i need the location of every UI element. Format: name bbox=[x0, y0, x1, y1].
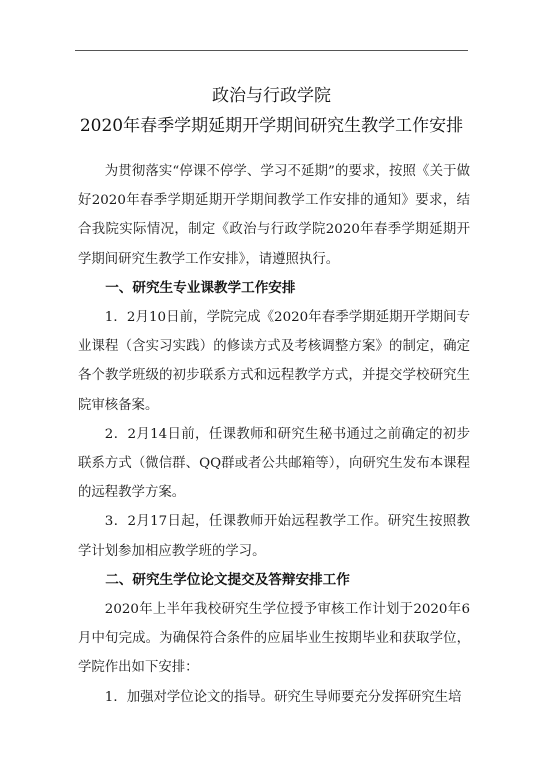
document-title-line2: 2020年春季学期延期开学期间研究生教学工作安排 bbox=[79, 116, 464, 136]
section1-item-3: 3．2月17日起，任课教师开始远程教学工作。研究生按照教学计划参加相应教学班的学习。 bbox=[78, 514, 470, 559]
header-rule bbox=[75, 50, 468, 51]
section2-heading: 二、研究生学位论文提交及答辩安排工作 bbox=[105, 571, 350, 588]
document-body bbox=[78, 157, 470, 712]
section2-intro: 2020年上半年我校研究生学位授予审核工作计划于2020年6月中旬完成。为确保符合条件的应届毕业生按期毕业和获取学位，学院作出如下安排： bbox=[78, 602, 470, 676]
section2-item-1: 1．加强对学位论文的指导。研究生导师要充分发挥研究生培 bbox=[104, 689, 462, 705]
section1-heading: 一、研究生专业课教学工作安排 bbox=[105, 279, 296, 296]
intro-paragraph: 为贯彻落实“停课不停学、学习不延期”的要求，按照《关于做好2020年春季学期延期开学期间教学工作安排的通知》要求，结合我院实际情况，制定《政治与行政学院2020年春季学期延期开学期间研究生教学工作安排》，请遵照执行。 bbox=[78, 164, 470, 267]
section1-item-1: 1．2月10日前，学院完成《2020年春季学期延期开学期间专业课程（含实习实践）的修读方式及考核调整方案》的制定，确定各个教学班级的初步联系方式和远程教学方式，并提交学校研究生院审核备案。 bbox=[78, 310, 470, 413]
document-title-line1: 政治与行政学院 bbox=[212, 86, 331, 106]
section1-item-2: 2．2月14日前，任课教师和研究生秘书通过之前确定的初步联系方式（微信群、QQ群或者公共邮箱等），向研究生发布本课程的远程教学方案。 bbox=[78, 426, 470, 501]
